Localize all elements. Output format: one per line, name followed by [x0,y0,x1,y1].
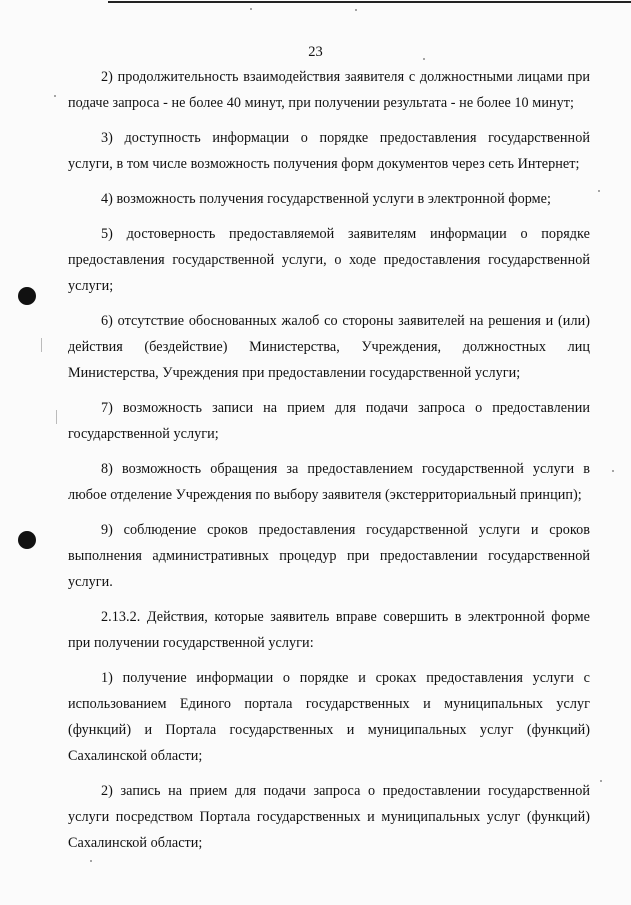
punch-hole [18,531,36,549]
paragraph: 2.13.2. Действия, которые заявитель вправе совершить в электронной форме при получении государственной услуги: [68,609,590,651]
scan-speck [612,470,614,472]
paragraph: 2) запись на прием для подачи запроса о предоставлении государственной услуги посредством Портала государственных и муниципальных услуг (функций) Сахалинской области; [68,783,590,851]
scan-speck [600,780,602,782]
paragraph: 5) достоверность предоставляемой заявителям информации о порядке предоставления государственной услуги, о ходе предоставления государственной услуги; [68,226,590,294]
punch-hole [18,287,36,305]
scan-speck [598,190,600,192]
scan-speck [355,9,357,11]
scan-mark [56,410,57,424]
paragraph: 2) продолжительность взаимодействия заявителя с должностными лицами при подаче запроса - не более 40 минут, при получении результата - не более 10 минут; [68,69,590,111]
scan-mark [41,338,42,352]
paragraph: 4) возможность получения государственной услуги в электронной форме; [101,191,552,207]
document-body [68,64,590,865]
paragraph: 7) возможность записи на прием для подачи запроса о предоставлении государственной услуги; [68,400,590,442]
paragraph: 9) соблюдение сроков предоставления государственной услуги и сроков выполнения административных процедур при предоставлении государственной услуги. [68,522,590,590]
scan-top-edge [108,1,631,3]
scan-speck [250,8,252,10]
paragraph: 8) возможность обращения за предоставлением государственной услуги в любое отделение Учреждения по выбору заявителя (экстерриториальный принцип); [68,461,590,503]
paragraph: 3) доступность информации о порядке предоставления государственной услуги, в том числе возможность получения форм документов через сеть Интернет; [68,130,590,172]
paragraph: 6) отсутствие обоснованных жалоб со стороны заявителей на решения и (или) действия (бездействие) Министерства, Учреждения, должностных лиц Министерства, Учреждения при предоставлении государственной услуги; [68,313,590,381]
page-number: 23 [308,44,323,60]
paragraph: 1) получение информации о порядке и сроках предоставления услуги с использованием Единого портала государственных и муниципальных услуг (функций) и Портала государственных и муниципальных услуг (функций) Сахалинской области; [68,670,590,764]
scan-speck [54,95,56,97]
